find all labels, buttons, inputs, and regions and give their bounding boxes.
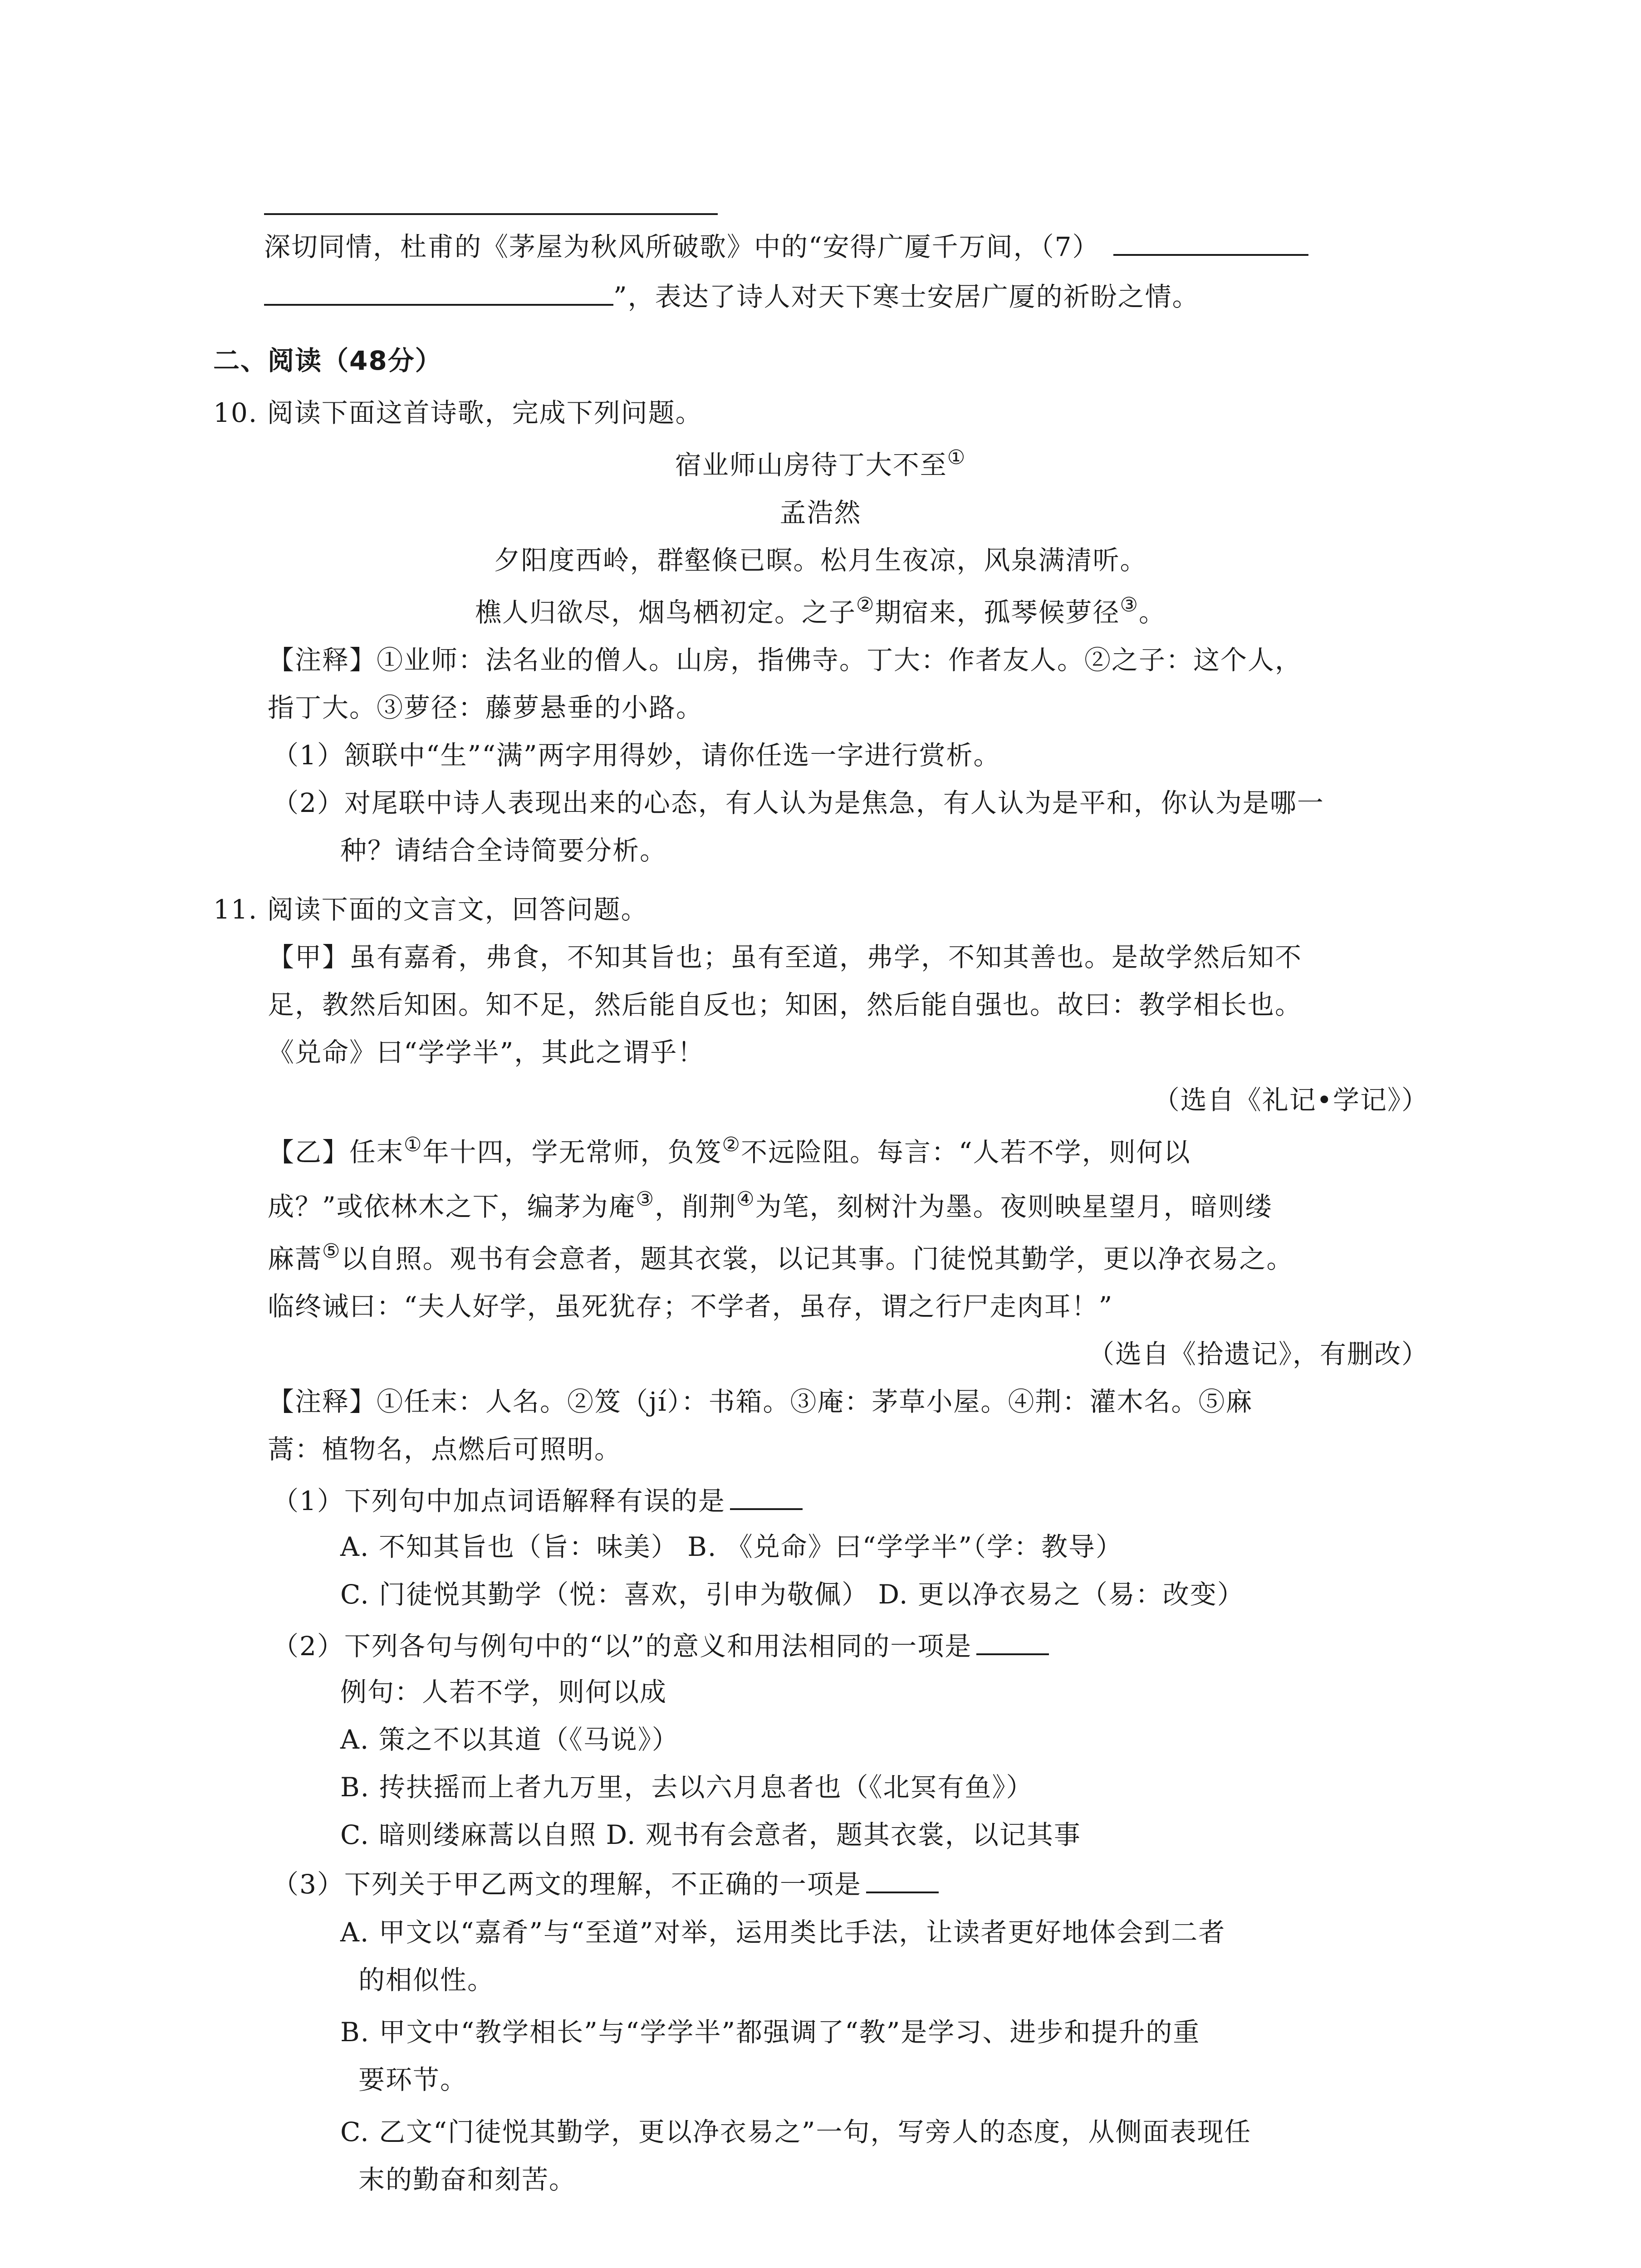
- poem-line-1: 夕阳度西岭，群壑倏已暝。松月生夜凉，风泉满清听。: [494, 545, 1147, 576]
- q11-s2-options-cd[interactable]: C. 暗则缕麻蒿以自照 D. 观书有会意者，题其衣裳，以记其事: [340, 1819, 1081, 1850]
- yi-line-1: 【乙】任末①年十四，学无常师，负笈②不远险阻。每言：“人若不学，则何以: [268, 1133, 1191, 1168]
- q11-s1-options-cd[interactable]: C. 门徒悦其勤学（悦：喜欢，引申为敬佩） D. 更以净衣易之（易：改变）: [340, 1579, 1244, 1610]
- note-marker: ②: [856, 593, 875, 616]
- q10-note-1: 【注释】①业师：法名业的僧人。山房，指佛寺。丁大：作者友人。②之子：这个人，: [268, 645, 1303, 675]
- note-marker: ②: [722, 1133, 741, 1156]
- answer-blank-s3[interactable]: [866, 1864, 939, 1893]
- yi-line-3: 麻蒿⑤以自照。观书有会意者，题其衣裳，以记其事。门徒悦其勤学，更以净衣易之。: [268, 1240, 1294, 1274]
- poem-fill-line-1: [264, 227, 1308, 265]
- note-marker: ①: [947, 446, 966, 469]
- note-marker: ④: [736, 1188, 755, 1211]
- q11-s3-option-b-1[interactable]: B. 甲文中“教学相长”与“学学半”都强调了“教”是学习、进步和提升的重: [340, 2017, 1200, 2048]
- q11-note-1: 【注释】①任末：人名。②笈（jí）：书箱。③庵：茅草小屋。④荆：灌木名。⑤麻: [268, 1386, 1253, 1417]
- answer-blank-7b[interactable]: [264, 277, 613, 306]
- q10-stem: 10. 阅读下面这首诗歌，完成下列问题。: [213, 397, 703, 428]
- jia-line-3: 《兑命》曰“学学半”，其此之谓乎！: [268, 1037, 705, 1068]
- note-marker: ③: [636, 1188, 655, 1211]
- q11-s2-example: 例句：人若不学，则何以成: [340, 1677, 667, 1707]
- jia-line-2: 足，教然后知困。知不足，然后能自反也；知困，然后能自强也。故曰：教学相长也。: [268, 989, 1303, 1020]
- yi-line-2: 成？”或依林木之下，编茅为庵③，削荆④为笔，刻树汁为墨。夜则映星望月，暗则缕: [268, 1188, 1273, 1222]
- q11-sub-1: （1）下列句中加点词语解释有误的是: [272, 1481, 803, 1519]
- q11-stem: 11. 阅读下面的文言文，回答问题。: [213, 894, 648, 925]
- q11-s1-options-ab[interactable]: A. 不知其旨也（旨：味美） B. 《兑命》曰“学学半”（学：教导）: [340, 1531, 1123, 1562]
- q10-sub-2b: 种？请结合全诗简要分析。: [340, 835, 667, 866]
- q10-sub-2a: （2）对尾联中诗人表现出来的心态，有人认为是焦急，有人认为是平和，你认为是哪一: [272, 787, 1324, 818]
- poem-title: 宿业师山房待丁大不至①: [675, 446, 966, 480]
- q11-s2-option-a[interactable]: A. 策之不以其道（《马说》）: [340, 1724, 679, 1755]
- answer-blank-s1[interactable]: [730, 1481, 803, 1510]
- yi-source: （选自《拾遗记》，有删改）: [1087, 1339, 1429, 1369]
- q11-sub-2: （2）下列各句与例句中的“以”的意义和用法相同的一项是: [272, 1626, 1049, 1664]
- answer-blank-7a[interactable]: [1113, 227, 1308, 256]
- jia-line-1: 【甲】虽有嘉肴，弗食，不知其旨也；虽有至道，弗学，不知其善也。是故学然后知不: [268, 942, 1303, 973]
- poem-fill-line-2: [264, 277, 1200, 315]
- q11-note-2: 蒿：植物名，点燃后可照明。: [268, 1434, 622, 1465]
- q11-s2-option-b[interactable]: B. 抟扶摇而上者九万里，去以六月息者也（《北冥有鱼》）: [340, 1772, 1034, 1803]
- q10-note-2: 指丁大。③萝径：藤萝悬垂的小路。: [268, 692, 704, 723]
- note-marker: ③: [1120, 593, 1139, 616]
- q11-s3-option-c-1[interactable]: C. 乙文“门徒悦其勤学，更以净衣易之”一句，写旁人的态度，从侧面表现任: [340, 2116, 1252, 2147]
- q11-s3-option-b-2: 要环节。: [358, 2064, 468, 2095]
- poem-fill-text: 深切同情，杜甫的《茅屋为秋风所破歌》中的“安得广厦千万间，（7）: [264, 231, 1100, 262]
- poem-line-2: 樵人归欲尽，烟鸟栖初定。之子②期宿来，孤琴候萝径③。: [475, 593, 1166, 628]
- poem-fill-text-2: ”，表达了诗人对天下寒士安居广厦的祈盼之情。: [613, 281, 1200, 312]
- note-marker: ①: [404, 1133, 423, 1156]
- note-marker: ⑤: [322, 1240, 341, 1263]
- q11-s3-option-c-2: 末的勤奋和刻苦。: [358, 2164, 577, 2195]
- q10-sub-1: （1）颔联中“生”“满”两字用得妙，请你任选一字进行赏析。: [272, 740, 1001, 771]
- q11-s3-option-a-2: 的相似性。: [358, 1965, 495, 1995]
- poem-author: 孟浩然: [779, 497, 862, 528]
- answer-blank-line[interactable]: [264, 213, 718, 215]
- q11-sub-3: （3）下列关于甲乙两文的理解，不正确的一项是: [272, 1864, 939, 1902]
- yi-line-4: 临终诫曰：“夫人好学，虽死犹存；不学者，虽存，谓之行尸走肉耳！”: [268, 1291, 1113, 1322]
- section-title: 二、阅读（48分）: [213, 345, 442, 376]
- answer-blank-s2[interactable]: [976, 1626, 1049, 1655]
- jia-source: （选自《礼记•学记》）: [1153, 1085, 1429, 1115]
- q11-s3-option-a-1[interactable]: A. 甲文以“嘉肴”与“至道”对举，运用类比手法，让读者更好地体会到二者: [340, 1917, 1226, 1948]
